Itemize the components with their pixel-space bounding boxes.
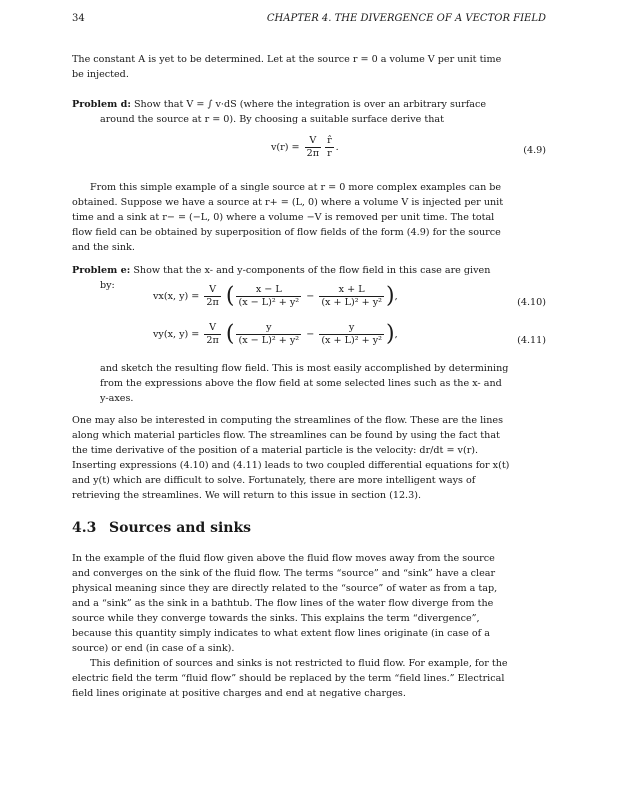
- section-title: Sources and sinks: [109, 520, 252, 536]
- equation-number: (4.11): [517, 335, 546, 346]
- fraction-denominator: (x + L)² + y²: [321, 297, 382, 308]
- fraction: [204, 284, 220, 309]
- fraction-denominator: 2π: [306, 148, 320, 159]
- text-line: One may also be interested in computing the streamlines of the flow. These are the lines: [72, 415, 503, 426]
- fraction-denominator: r: [327, 148, 332, 159]
- fraction: [319, 284, 384, 309]
- fraction-numerator: x + L: [319, 284, 384, 297]
- text-line: from the expressions above the flow field at some selected lines such as the x- and: [100, 378, 502, 389]
- text-line: flow field can be obtained by superposition of flow fields of the form (4.9) for the source: [72, 227, 501, 238]
- text-line: source) or end (in case of a sink).: [72, 643, 235, 654]
- fraction-numerator: y: [319, 322, 384, 335]
- text-line: and converges on the sink of the fluid flow. The terms “source” and “sink” have a clear: [72, 568, 496, 579]
- text-line: retrieving the streamlines. We will return to this issue in section (12.3).: [72, 490, 422, 501]
- text-line: be injected.: [72, 69, 129, 80]
- fraction-numerator: y: [236, 322, 301, 335]
- equation-4-11: vy(x, y) = $\frac{V}{2\pi}$ ( $\frac{y}{\text{(x − L)² + y²}}$ − $\frac{y}{\text{(x + L)² + y²}}$ ),: [153, 321, 398, 347]
- paragraph-superposition: [72, 180, 546, 255]
- problem-d-line-2: around the source at r = 0). By choosing a suitable surface derive that: [100, 114, 444, 125]
- text-line: electric field the term “fluid flow” should be replaced by the term “field lines.” Electrical: [72, 673, 505, 684]
- text-line: and sketch the resulting flow field. This is most easily accomplished by determining: [100, 363, 509, 374]
- equation-lhs: vy(x, y) =: [153, 329, 200, 340]
- operator: −: [306, 329, 315, 340]
- page-number: 34: [72, 13, 85, 24]
- fraction-denominator: (x + L)² + y²: [321, 335, 382, 346]
- text-line: and y(t) which are difficult to solve. Fortunately, there are more intelligent ways of: [72, 475, 476, 486]
- equation-number: (4.10): [517, 297, 546, 308]
- problem-e-continuation: [100, 361, 546, 406]
- equation-number: (4.9): [523, 145, 546, 156]
- text-line: because this quantity simply indicates to what extent flow lines originate (in case of a: [72, 628, 490, 639]
- text-line: field lines originate at positive charges and end at negative charges.: [72, 688, 406, 699]
- text-line: along which material particles flow. The streamlines can be found by using the fact that: [72, 430, 500, 441]
- text-line: In the example of the fluid flow given above the fluid flow moves away from the source: [72, 553, 495, 564]
- text-line: obtained. Suppose we have a source at r+ = (L, 0) where a volume V is injected per unit: [72, 197, 504, 208]
- text-line: From this simple example of a single source at r = 0 more complex examples can be: [90, 182, 502, 193]
- problem-d: [72, 97, 546, 127]
- problem-d-line-1: [72, 97, 546, 112]
- text-line: source while they converge towards the sinks. This explains the term “divergence”,: [72, 613, 480, 624]
- fraction: [236, 322, 301, 347]
- fraction-numerator: x − L: [236, 284, 301, 297]
- equation-lhs: v(r) =: [271, 142, 300, 153]
- text-line: and the sink.: [72, 242, 135, 253]
- fraction-denominator: (x − L)² + y²: [238, 297, 300, 308]
- fraction-numerator: V: [204, 284, 220, 297]
- problem-d-text: Show that V = ∫ v·dS (where the integration is over an arbitrary surface: [133, 99, 487, 110]
- fraction-numerator: r̂: [327, 135, 332, 146]
- equation-4-10: vx(x, y) = $\frac{V}{2\pi}$ ( $\frac{x - L}{\text{(x − L)² + y²}}$ − $\frac{x + L}{\text{(x + L)² + y²}}$ ),: [153, 283, 398, 309]
- fraction-denominator: 2π: [206, 335, 219, 346]
- text-line: y-axes.: [100, 393, 134, 404]
- fraction: [305, 135, 321, 160]
- text-line: and a “sink” as the sink in a bathtub. The flow lines of the water flow diverge from the: [72, 598, 494, 609]
- fraction-numerator: V: [204, 322, 220, 335]
- paragraph-intro: [72, 52, 546, 82]
- fraction: [319, 322, 384, 347]
- text-line: Inserting expressions (4.10) and (4.11) leads to two coupled differential equations for x(t): [72, 460, 510, 471]
- paragraph-sources-sinks: [72, 551, 546, 656]
- paragraph-streamlines: [72, 413, 546, 503]
- fraction-denominator: (x − L)² + y²: [238, 335, 300, 346]
- equation-lhs: vx(x, y) =: [153, 291, 200, 302]
- equation-4-9: v(r) = $\frac{V}{2\pi}$ $\frac{r̂}{r}$ .: [271, 135, 339, 159]
- problem-e-text: Show that the x- and y-components of the flow field in this case are given: [133, 265, 491, 276]
- chapter-title: CHAPTER 4. THE DIVERGENCE OF A VECTOR FIELD: [266, 13, 546, 24]
- fraction: [236, 284, 301, 309]
- text-line: physical meaning since they are directly related to the “source” of water as from a tap,: [72, 583, 498, 594]
- text-line: the time derivative of the position of a material particle is the velocity: dr/dt = v(r).: [72, 445, 479, 456]
- section-number: 4.3: [72, 520, 97, 536]
- problem-e-line-2: by:: [100, 280, 115, 291]
- fraction: [204, 322, 220, 347]
- fraction-denominator: 2π: [206, 297, 219, 308]
- text-line: The constant A is yet to be determined. Let at the source r = 0 a volume V per unit time: [72, 54, 502, 65]
- operator: −: [306, 291, 315, 302]
- running-header: [72, 13, 546, 27]
- paragraph-electric-field: [72, 656, 546, 701]
- fraction: [325, 135, 334, 160]
- fraction-numerator: V: [305, 135, 321, 148]
- problem-e-line-1: [72, 263, 546, 278]
- text-line: time and a sink at r− = (−L, 0) where a volume −V is removed per unit time. The total: [72, 212, 495, 223]
- problem-e-label: Problem e:: [72, 265, 131, 276]
- problem-d-label: Problem d:: [72, 99, 131, 110]
- text-line: This definition of sources and sinks is not restricted to fluid flow. For example, for the: [90, 658, 508, 669]
